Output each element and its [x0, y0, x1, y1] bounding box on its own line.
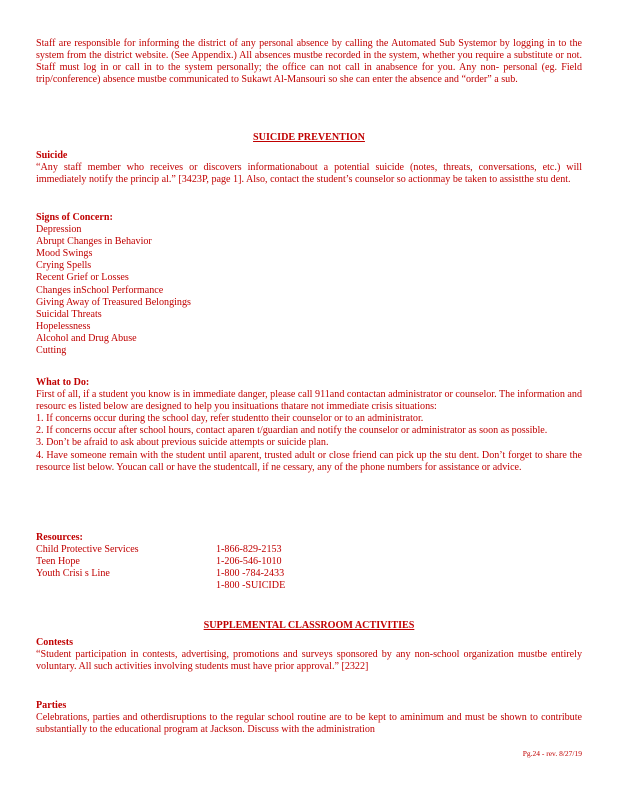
list-item: Mood Swings	[36, 248, 93, 260]
parties-block	[36, 700, 582, 736]
resource-row	[36, 568, 582, 580]
contests-paragraph: “Student participation in contests, advertising, promotions and surveys sponsored by any non-school organization mustbe entirely voluntary. All such activities involving students must have prior approval.” [2322]	[36, 649, 582, 673]
resource-name	[36, 580, 216, 592]
signs-list	[36, 224, 582, 357]
suicide-block	[36, 150, 582, 186]
contests-heading: Contests	[36, 637, 74, 648]
page-footer: Pg.24 - rev. 8/27/19	[522, 749, 582, 758]
resource-row	[36, 544, 582, 556]
resource-phone: 1-866-829-2153	[216, 544, 282, 556]
resource-name: Teen Hope	[36, 556, 80, 568]
list-item: Cutting	[36, 345, 67, 357]
list-item: Crying Spells	[36, 260, 92, 272]
supplemental-activities-title: SUPPLEMENTAL CLASSROOM ACTIVITIES	[203, 620, 415, 631]
intro-paragraph: Staff are responsible for informing the district of any personal absence by calling the Automated Sub Systemor by logging in to the system from the district website. (See Appendix.) All absences mustbe recorded in the system, whether you require a substitute or not. Staff must log in or call in to the system personally; the office can not call in anabsence for you. Any non- personal (eg. Field trip/conference) absence mustbe communicated to Sukawt Al-Mansouri so she can enter the absence and “order” a sub.	[36, 38, 582, 86]
parties-paragraph: Celebrations, parties and otherdisruptions to the regular school routine are to be kept to aminimum and must be shown to contribute substantially to the educational program at Jackson. Discuss with the administration	[36, 712, 582, 736]
signs-heading: Signs of Concern:	[36, 212, 113, 223]
resource-name: Youth Crisi s Line	[36, 568, 110, 580]
resources-heading: Resources:	[36, 532, 83, 543]
intro-block	[36, 38, 582, 86]
resource-phone: 1-206-546-1010	[216, 556, 282, 568]
what-to-do-step-1: 1. If concerns occur during the school day, refer studentto their counselor or to an administrator.	[36, 413, 424, 425]
list-item: Hopelessness	[36, 320, 91, 332]
list-item: Giving Away of Treasured Belongings	[36, 296, 191, 308]
suicide-prevention-title: SUICIDE PREVENTION	[253, 132, 365, 143]
resource-phone: 1-800 -SUICIDE	[216, 580, 286, 592]
resource-row	[36, 556, 582, 568]
suicide-paragraph: “Any staff member who receives or discovers informationabout a potential suicide (notes, threats, conversations, etc.) will immediately notify the princip al.” [3423P, page 1]. Also, contact the student’s counselor so actionmay be taken to assistthe stu dent.	[36, 162, 582, 186]
resource-phone: 1-800 -784-2433	[216, 568, 285, 580]
signs-block	[36, 212, 582, 357]
what-to-do-step-2: 2. If concerns occur after school hours, contact aparen t/guardian and notify the counselor or administrator as soon as possible.	[36, 425, 548, 437]
resource-name: Child Protective Services	[36, 544, 139, 556]
list-item: Depression	[36, 224, 82, 236]
list-item: Alcohol and Drug Abuse	[36, 332, 137, 344]
list-item: Changes inSchool Performance	[36, 284, 164, 296]
what-to-do-step-4: 4. Have someone remain with the student until aparent, trusted adult or close friend can pick up the stu dent. Don’t forget to share the resource list below. Youcan call or have the studentcall, if ne cessary, any of the phone numbers for assistance or advice.	[36, 449, 582, 473]
contests-block	[36, 637, 582, 673]
what-to-do-step-3: 3. Don’t be afraid to ask about previous suicide attempts or suicide plan.	[36, 437, 329, 449]
list-item: Abrupt Changes in Behavior	[36, 236, 152, 248]
list-item: Suicidal Threats	[36, 308, 102, 320]
resource-row	[36, 580, 582, 592]
parties-heading: Parties	[36, 700, 67, 711]
what-to-do-block	[36, 377, 582, 474]
list-item: Recent Grief or Losses	[36, 272, 129, 284]
suicide-heading: Suicide	[36, 150, 68, 161]
what-to-do-heading: What to Do:	[36, 377, 90, 388]
resources-block	[36, 532, 582, 592]
what-to-do-intro: First of all, if a student you know is in immediate danger, please call 911and contactan administrator or counselor. The information and resourc es listed below are designed to help you insituations thatare not immediate crisis situations:	[36, 389, 582, 413]
